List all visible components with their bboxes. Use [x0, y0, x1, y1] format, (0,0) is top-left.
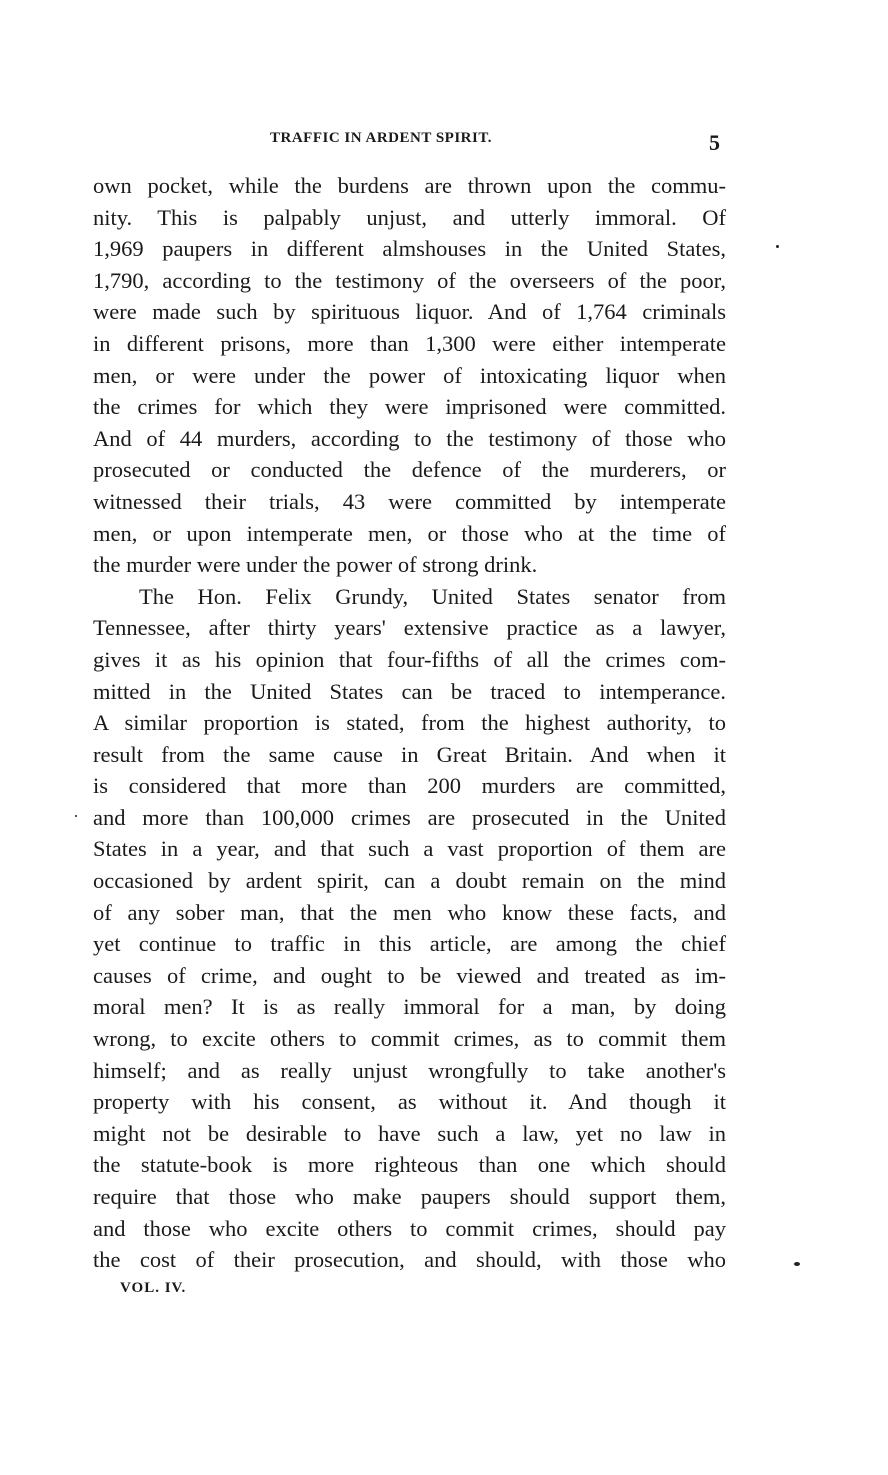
text-line: the murder were under the power of strong drink.: [93, 552, 538, 578]
text-line: causes of crime, and ought to be viewed and treated as im-: [93, 962, 726, 988]
text-line: might not be desirable to have such a law, yet no law in: [93, 1120, 726, 1146]
text-line: men, or were under the power of intoxicating liquor when: [93, 362, 726, 388]
text-line: States in a year, and that such a vast proportion of them are: [93, 836, 726, 862]
text-line: witnessed their trials, 43 were committed by intemperate: [93, 488, 726, 514]
text-line: 1,969 paupers in different almshouses in the United States,: [93, 236, 726, 262]
text-line: mitted in the United States can be traced to intemperance.: [93, 678, 726, 704]
ink-speck: [75, 815, 77, 817]
text-line: occasioned by ardent spirit, can a doubt remain on the mind: [93, 868, 726, 894]
text-line: were made such by spirituous liquor. And of 1,764 criminals: [93, 299, 726, 325]
text-line: own pocket, while the burdens are thrown upon the commu-: [93, 173, 726, 198]
text-line: And of 44 murders, according to the testimony of those who: [93, 425, 726, 451]
text-line: men, or upon intemperate men, or those who at the time of: [93, 520, 726, 546]
text-line: the crimes for which they were imprisoned were committed.: [93, 394, 726, 420]
signature-mark: VOL. IV.: [120, 1280, 187, 1296]
body-text: [93, 170, 726, 1276]
text-line: result from the same cause in Great Britain. And when it: [93, 741, 726, 767]
text-line: himself; and as really unjust wrongfully to take another's: [93, 1057, 726, 1083]
text-line: property with his consent, as without it. And though it: [93, 1089, 726, 1115]
text-line: gives it as his opinion that four-fifths of all the crimes com-: [93, 646, 726, 672]
text-line: moral men? It is as really immoral for a man, by doing: [93, 994, 726, 1020]
text-line: wrong, to excite others to commit crimes, as to commit them: [93, 1026, 726, 1052]
paragraph-2: [93, 581, 726, 1276]
text-line: Tennessee, after thirty years' extensive practice as a lawyer,: [93, 615, 726, 641]
text-line: yet continue to traffic in this article, are among the chief: [93, 931, 726, 957]
text-line: require that those who make paupers should support them,: [93, 1184, 726, 1209]
text-line: the statute-book is more righteous than one which should: [93, 1152, 726, 1178]
text-line: in different prisons, more than 1,300 were either intemperate: [93, 330, 726, 356]
text-line: is considered that more than 200 murders are committed,: [93, 773, 726, 799]
text-line: nity. This is palpably unjust, and utterly immoral. Of: [93, 204, 726, 230]
text-line: of any sober man, that the men who know these facts, and: [93, 899, 726, 925]
text-line: and those who excite others to commit crimes, should pay: [93, 1215, 726, 1241]
ink-speck: [776, 245, 779, 248]
text-line: A similar proportion is stated, from the highest authority, to: [93, 710, 726, 736]
page-number: 5: [709, 130, 720, 155]
text-line: and more than 100,000 crimes are prosecuted in the United: [93, 804, 726, 830]
ink-speck: [794, 1262, 800, 1266]
paragraph-1: [93, 170, 726, 581]
text-line: The Hon. Felix Grundy, United States senator from: [139, 583, 726, 609]
text-line: 1,790, according to the testimony of the overseers of the poor,: [93, 267, 726, 293]
text-line: prosecuted or conducted the defence of the murderers, or: [93, 457, 726, 483]
text-line: the cost of their prosecution, and should, with those who: [93, 1247, 726, 1273]
running-title: TRAFFIC IN ARDENT SPIRIT.: [270, 130, 492, 146]
